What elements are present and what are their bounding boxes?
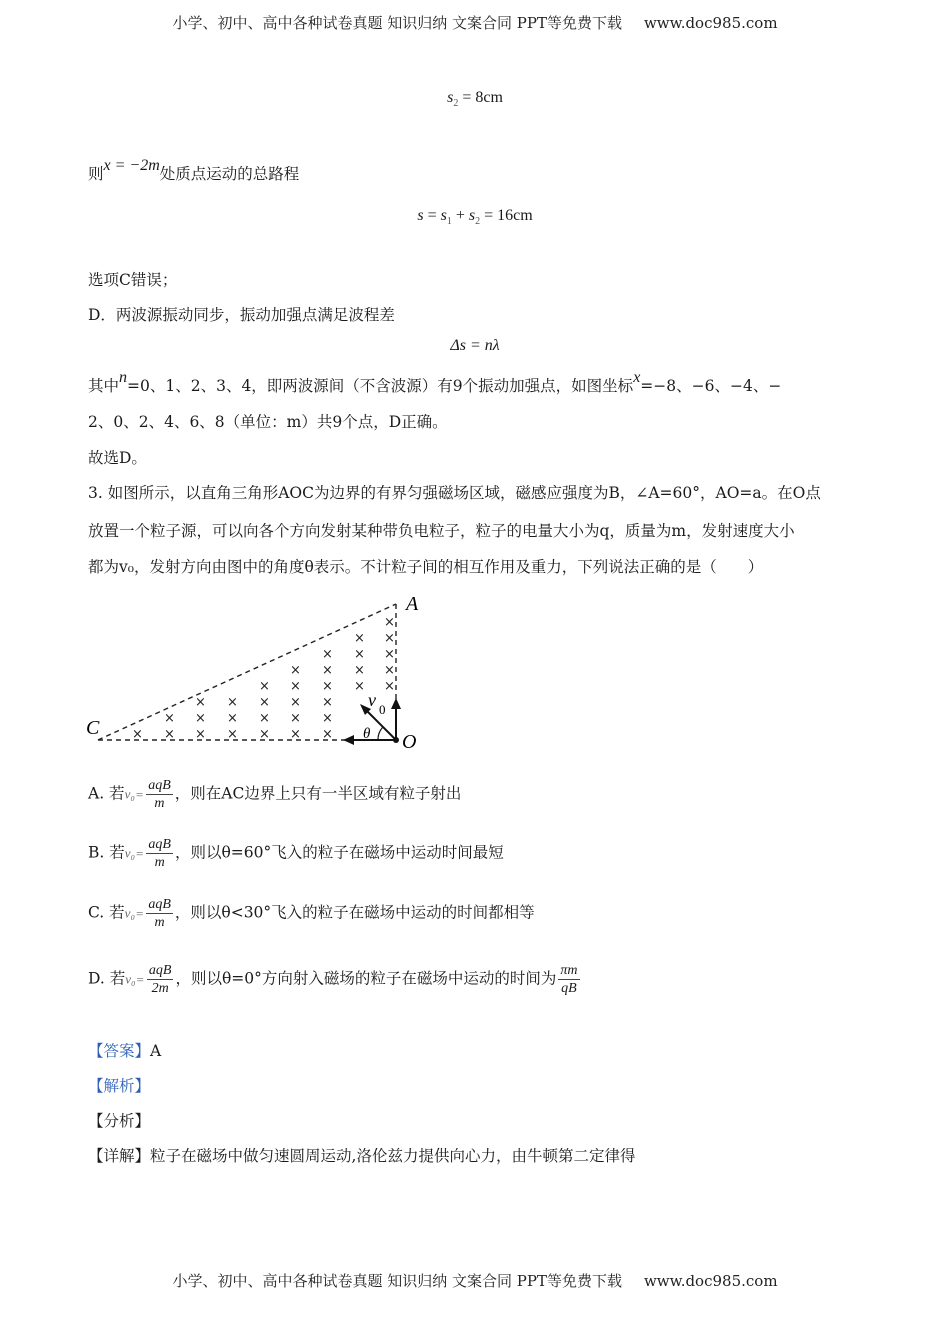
option-c: C. 若v₀= $\frac{\text{aqB}}{m}$ ，则以θ<30°飞入的粒子在磁场中运动的时间都相等 [88, 897, 535, 930]
field-cross: × [354, 647, 365, 662]
field-cross: × [322, 647, 333, 662]
equation-delta-s: Δs = nλ [450, 337, 500, 354]
field-crosses [132, 615, 395, 742]
field-cross: × [354, 663, 365, 678]
line-guxuan: 故选D。 [88, 449, 147, 467]
field-cross: × [290, 679, 301, 694]
field-cross: × [384, 615, 395, 630]
vertical-arrow-head [391, 698, 401, 709]
page-footer [0, 1270, 950, 1291]
field-cross: × [384, 679, 395, 694]
question-3-line-2: 放置一个粒子源，可以向各个方向发射某种带负电粒子，粒子的电量大小为q，质量为m，发射速度大小 [88, 522, 795, 540]
equation-s2: $s_2 = 8cm$ [447, 89, 503, 109]
line-c-wrong: 选项C错误； [88, 271, 178, 289]
field-cross: × [322, 679, 333, 694]
field-cross: × [290, 695, 301, 710]
field-cross: × [227, 727, 238, 742]
point-o [393, 737, 399, 743]
field-cross: × [259, 727, 270, 742]
field-cross: × [259, 679, 270, 694]
triangle-magnetic-field-diagram [86, 588, 446, 758]
edge-ca [98, 604, 396, 740]
option-a: A. 若v₀= $\frac{\text{aqB}}{m}$ ，则在AC边界上只有一半区域有粒子射出 [88, 778, 462, 811]
label-v: v [368, 690, 376, 710]
detail-line [88, 1144, 635, 1166]
fenxi-tag: 【分析】 [88, 1112, 151, 1130]
fraction: $\frac{\text{aqB}}{m}$ [148, 837, 171, 870]
fenxi-line [88, 1109, 150, 1131]
analysis-tag: 【解析】 [88, 1077, 151, 1095]
label-o: O [402, 731, 417, 753]
equation-total-path: $s = s_1 + s_2 = 16cm$ [417, 207, 533, 227]
field-cross: × [384, 631, 395, 646]
answer-tag: 【答案】 [88, 1042, 151, 1060]
label-a: A [406, 593, 419, 615]
field-cross: × [164, 711, 175, 726]
field-cross: × [227, 695, 238, 710]
field-cross: × [322, 663, 333, 678]
option-d: D. 若v₀= $\frac{\text{aqB}}{2m}$ ，则以θ=0°方向射入磁场的粒子在磁场中运动的时间为 $\frac{\pi m}{qB}$ [88, 963, 578, 996]
page-header [0, 12, 950, 33]
horizontal-arrow-head [343, 735, 354, 745]
field-cross: × [290, 727, 301, 742]
field-cross: × [259, 695, 270, 710]
field-cross: × [354, 631, 365, 646]
field-cross: × [195, 727, 206, 742]
field-cross: × [227, 711, 238, 726]
answer-value: A [150, 1042, 162, 1060]
field-cross: × [195, 711, 206, 726]
label-v-sub: 0 [379, 702, 386, 717]
label-c: C [86, 717, 100, 739]
fraction: $\frac{\text{aqB}}{m}$ [148, 778, 171, 811]
field-cross: × [322, 711, 333, 726]
fraction: $\frac{\text{aqB}}{m}$ [148, 897, 171, 930]
field-cross: × [195, 695, 206, 710]
field-cross: × [164, 727, 175, 742]
time-fraction: $\frac{\pi m}{qB}$ [560, 963, 578, 996]
option-b: B. 若v₀= $\frac{\text{aqB}}{m}$ ，则以θ=60°飞入的粒子在磁场中运动时间最短 [88, 837, 504, 870]
analysis-line [88, 1074, 150, 1096]
detail-tag: 【详解】 [88, 1147, 151, 1165]
question-3-line-1: 3. 如图所示，以直角三角形AOC为边界的有界匀强磁场区域，磁感应强度为B，∠A=60°，AO=a。在O点 [88, 484, 821, 502]
field-cross: × [322, 727, 333, 742]
field-cross: × [290, 663, 301, 678]
line-ze: 则x = −2m处质点运动的总路程 [88, 157, 300, 183]
field-cross: × [290, 711, 301, 726]
fraction: $\frac{\text{aqB}}{2m}$ [148, 963, 172, 996]
line-qizhong-2: 2、0、2、4、6、8（单位：m）共9个点，D正确。 [88, 413, 448, 431]
theta-arc [378, 727, 383, 740]
field-cross: × [259, 711, 270, 726]
line-d: D．两波源振动同步，振动加强点满足波程差 [88, 306, 395, 324]
footer-text: 小学、初中、高中各种试卷真题 知识归纳 文案合同 PPT等免费下载 [172, 1272, 622, 1290]
answer-line [88, 1039, 161, 1061]
footer-site: www.doc985.com [643, 1272, 778, 1290]
field-cross: × [384, 647, 395, 662]
header-text: 小学、初中、高中各种试卷真题 知识归纳 文案合同 PPT等免费下载 [172, 14, 622, 32]
line-qizhong: 其中n=0、1、2、3、4，即两波源间（不含波源）有9个振动加强点，如图坐标x=−8、−6、−4、− [88, 369, 782, 395]
field-cross: × [322, 695, 333, 710]
header-site: www.doc985.com [643, 14, 778, 32]
detail-text: 粒子在磁场中做匀速圆周运动,洛伦兹力提供向心力，由牛顿第二定律得 [150, 1147, 636, 1165]
field-cross: × [354, 679, 365, 694]
field-cross: × [384, 663, 395, 678]
question-3-line-3: 都为v₀，发射方向由图中的角度θ表示。不计粒子间的相互作用及重力，下列说法正确的是（ ） [88, 558, 764, 576]
field-cross: × [132, 727, 143, 742]
label-theta: θ [363, 726, 371, 742]
